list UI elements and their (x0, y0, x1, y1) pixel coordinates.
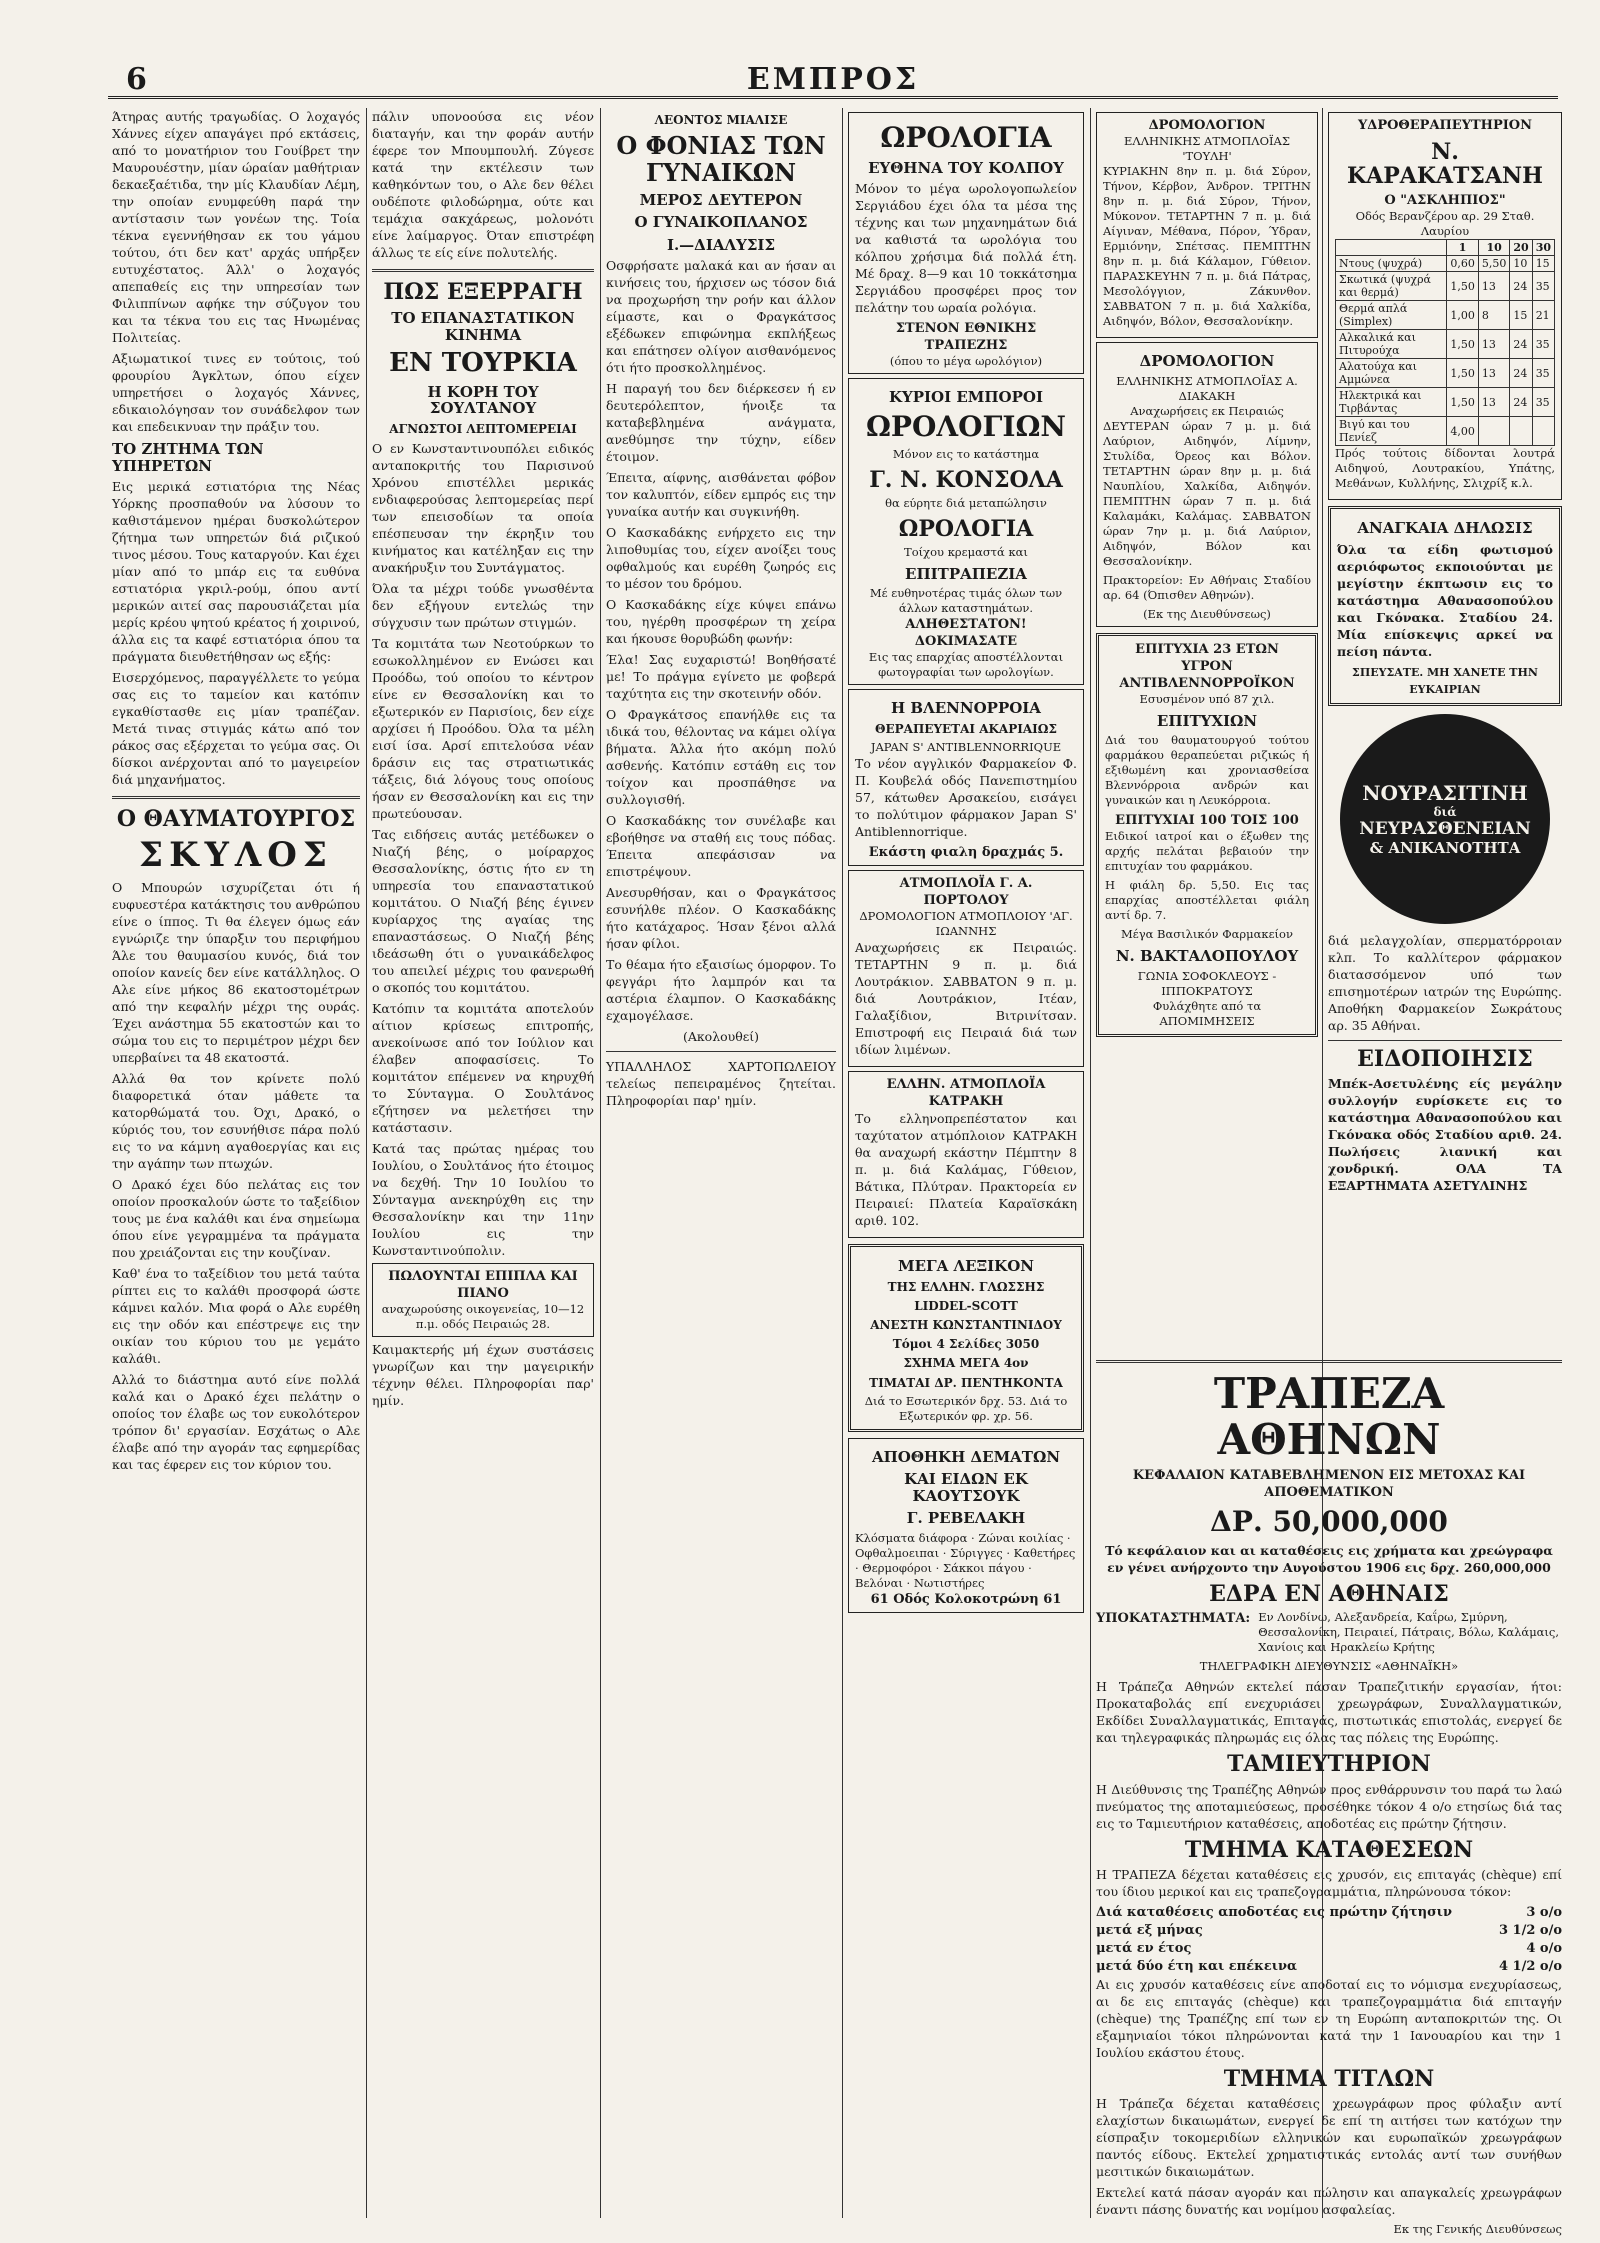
ad-signature: (Εκ της Διευθύνσεως) (1143, 606, 1271, 621)
table-cell: Σκωτικά (ψυχρά και θερμά) (1336, 272, 1447, 301)
ad-title: ΑΠΟΘΗΚΗ ΔΕΜΑΤΩΝ (871, 1447, 1061, 1466)
article-text: Καιμακτερής μή έχων συστάσεις γνωρίζων και την μαγειρικήν τέχνην θέλει. Πληροφορίαι παρ' ημίν. (372, 1341, 594, 1408)
ad-title: Η ΒΛΕΝΝΟΡΡΟΙΑ (891, 699, 1041, 718)
serial-title: Ο ΦΟΝΙΑΣ ΤΩΝ ΓΥΝΑΙΚΩΝ (616, 131, 826, 187)
article-text: Ο Μπουρών ισχυρίζεται ότι ή ευφυεστέρα κατάκτησις του ανθρώπου είνε ο ίππος. Τι θα έλεγεν όμως εάν εγνώριζε την ύπαρξιν του περιφήμου Άλε του θαυμασίου κυνός, διά τον οποίον κανείς δεν είνε κατάλληλος. Ο Αλε είνε μήκος 86 εκατοστομέτρων από την κεφαλήν μέχρι της ουράς. Έχει ανάστημα 55 εκατοστών και το σώμα του εις το περιμέτρον μέχρι δεν υπερβαίνει τα 48 εκατοστά. (112, 879, 360, 1065)
table-cell: 1,50 (1447, 330, 1479, 359)
interest-rate-row (1096, 1922, 1562, 1940)
ad-text: Πρακτορείον: Εν Αθήναις Σταδίου αρ. 64 (Όπισθεν Αθηνών). (1103, 572, 1311, 602)
bank-ad (1096, 1352, 1562, 2236)
bank-text: Η ΤΡΑΠΕΖΑ δέχεται καταθέσεις εις χρυσόν, εις επιταγάς (chèque) επί του ίδιου μερικοί και εις τραπεζογραμμάτια, πληρώνουσα τόκον: (1096, 1866, 1562, 1899)
ad-title: Ν. ΚΑΡΑΚΑΤΣΑΝΗ (1347, 139, 1543, 190)
table-cell: 35 (1532, 359, 1554, 388)
page-number: 6 (126, 62, 147, 97)
table-row (1336, 359, 1555, 388)
table-cell: Αλατούχα και Αμμώνεα (1336, 359, 1447, 388)
ad-subtitle: ΔΡΟΜΟΛΟΓΙΟΝ ΑΤΜΟΠΛΟΙΟΥ 'ΑΓ. ΙΩΑΝΝΗΣ (859, 909, 1073, 939)
table-cell: 5,50 (1478, 256, 1510, 272)
interest-rates (1096, 1904, 1562, 1976)
column-1 (112, 108, 360, 2218)
table-cell: 10 (1510, 256, 1532, 272)
table-cell (1532, 417, 1554, 446)
ad-title: ΚΥΡΙΟΙ ΕΜΠΟΡΟΙ (889, 388, 1043, 407)
article-text: Ο εν Κωνσταντινουπόλει ειδικός ανταποκριτής του Παρισινού Χρόνου επιστέλλει μερικάς ενδιαφερούσας λεπτομερείας περί των επεισοδίων τα οποία επέσπευσαν την έκρηξιν του κινήματος και κατέληξαν εις την ανακήρυξιν του Συντάγματος. (372, 440, 594, 575)
article-text: Άτηρας αυτής τραγωδίας. Ο λοχαγός Χάννες είχεν απαγάγει πρό εκτάσεις, από το μονατήριον του Γουίβρετ την Μαυρουέστην, μίαν ώραίαν μαθήτριαν δεκαεξαέτιδα, την μίς Κλαυδίαν Λέμη, την οποίαν ενυμφεύθη παρά την αντίστασιν των γονέων της. Τοία τέκνα εγεννήθησαν εκ του γάμου τούτου, ότι δεν κατ' αρχάς υπήρξεν ευτυχέστατος. Άλλ' ο λοχαγός απεπαθείς εις την υπηρεσίαν των Φιλιππίνων αφήκε την σύζυγον του και τα τέκνα του εις τας Ηνωμένας Πολιτείας. (112, 109, 360, 345)
rate-label: μετά δύο έτη και επέκεινα (1096, 1958, 1298, 1974)
ad-title: ΑΤΜΟΠΛΟΪΑ Γ. Α. ΠΟΡΤΟΛΟΥ (899, 876, 1033, 909)
ad-text: Μέ ευθηνοτέρας τιμάς όλων των άλλων καταστημάτων. (869, 586, 1063, 616)
ad-text: Εσυσμένον υπό 87 χιλ. (1139, 691, 1275, 706)
rate-label: μετά εξ μήνας (1096, 1922, 1203, 1938)
table-row (1336, 388, 1555, 417)
table-cell: Βιγύ και του Πενίεζ (1336, 417, 1447, 446)
table-row (1336, 330, 1555, 359)
article-text: Έπειτα, αίφνης, αισθάνεται φόβον τον καλυπτόν, είδεν εμπρός εις την γυναίκα αυτήν και συγκινήθη. (606, 470, 836, 520)
masthead-title: ΕΜΠΡΟΣ (746, 62, 920, 97)
article-text: Ο Κασκαδάκης είχε κύψει επάνω του, ηγέρθη προσφέρων τη χείρα και ήκουσε θορυβώδη φωνήν: (606, 597, 836, 647)
table-header-cell (1336, 240, 1447, 256)
serial-part: ΜΕΡΟΣ ΔΕΥΤΕΡΟΝ (639, 190, 803, 209)
bank-text: Η Τράπεζα Αθηνών εκτελεί πάσαν Τραπεζιτικήν εργασίαν, ήτοι: Προκαταβολάς επί ενεχυριάσει χρεωγράφων, Συναλλαγματικών, Εκδίδει Συναλλαγματικάς, Επιταγάς, πιστωτικάς επιστολάς, ενεργεί δε και τηλεγραφικάς πληρωμάς εις όλας τας πόλεις της Ευρώπης. (1096, 1679, 1562, 1746)
shipping-ad-diakaki (1096, 342, 1318, 627)
table-row (1336, 272, 1555, 301)
bank-text: Εκτελεί κατά πάσαν αγοράν και πώλησιν και απαγκαλείς χρεωγράφων έναντι πάσης δυνατής και νομίμου ασφαλείας. (1096, 2184, 1562, 2217)
ad-slogan: ΣΠΕΥΣΑΤΕ. ΜΗ ΧΑΝΕΤΕ ΤΗΝ ΕΥΚΑΙΡΙΑΝ (1352, 665, 1538, 696)
ad-text: ΔΕΥΤΕΡΑΝ ώραν 7 μ. μ. διά Λαύριον, Αιδηψόν, Λίμνην, Στυλίδα, Όρεος και Βόλον. ΤΕΤΑΡΤΗΝ ώραν 8ην μ. μ. διά Ναυπλίου, Χαλκίδα, Αιδηψόν. ΠΕΜΠΤΗΝ ώραν 7 π. μ. διά Καλαμάκι, Καλάμας. ΣΑΒΒΑΤΟΝ ώραν 7ην μ. μ. διά Λαύριον, Αιδηψόν, Βόλον και Θεσσαλονίκην. (1103, 418, 1311, 568)
ad-product: JAPAN S' ANTIBLENNORRIQUE (870, 740, 1062, 755)
lighting-ad (1328, 506, 1562, 706)
article-text: Κατά τας πρώτας ημέρας του Ιουλίου, ο Σουλτάνος ήτο έτοιμος να δεχθή. Την 10 Ιουλίου το Σύνταγμα ανεκηρύχθη εις την Θεσσαλονίκην και την 11ην Ιουλίου εις την Κωνσταντινούπολιν. (372, 1140, 594, 1258)
ad-text: διά μελαγχολίαν, σπερματόρροιαν κλπ. Το καλλίτερον φάρμακον διατασσόμενον υπό των επισημοτέρων ιατρών της Ευρώπης. Αποθήκη Φαρμακείον Σωκράτους αρ. 35 Αθήναι. (1328, 932, 1562, 1033)
ad-address: ΓΩΝΙΑ ΣΟΦΟΚΛΕΟΥΣ - ΙΠΠΟΚΡΑΤΟΥΣ (1137, 968, 1277, 998)
chapter-title: Ι.—ΔΙΑΛΥΣΙΣ (666, 235, 776, 254)
article-heading: ΑΓΝΩΣΤΟΙ ΛΕΠΤΟΜΕΡΕΙΑΙ (389, 421, 577, 436)
article-text: Ο Κασκαδάκης ενήρχετο εις την λιποθυμίας του, είχεν ανοίξει τους οφθαλμούς και ευρέθη ζωηρός εις το μέσον του δρόμου. (606, 525, 836, 592)
interest-rate-row (1096, 1958, 1562, 1976)
table-cell: 15 (1532, 256, 1554, 272)
table-cell: 0,60 (1447, 256, 1479, 272)
table-header-cell: 10 (1478, 240, 1510, 256)
ad-text: Πρός τούτοις δίδονται λουτρά Αιδηψού, Λουτρακίου, Υπάτης, Μεθάνων, Κυλλήνης, Σλιχρίξ κ.λ. (1335, 446, 1555, 491)
hydrotherapy-ad (1328, 112, 1562, 500)
article-text: Ο Φραγκάτσος επανήλθε εις τα ιδικά του, θέλοντας να κάμει ολίγα βήματα. Άλλα ήτο ακόμη πολύ ασθενής. Κατόπιν εστάθη εις τον τοίχον και προσπάθησε να συλλογισθή. (606, 707, 836, 808)
pharmacy-ad-vaktalopoulou (1096, 633, 1318, 1037)
article-text: Τα κομιτάτα των Νεοτούρκων το εσωκολλημένον εν Ενώσει και Προόδω, τού οποίου το κέντρον είνε εν Θεσσαλονίκη και το εξωτερικόν εν Παρισίοις, δεν είχε αρχίσει ή Προόδου. Όλα τα μέλη εισί ίσα. Αρσί επιτελούσα νέαν δράσιν εις τας στρατιωτικάς τάξεις, διά λόγους τους οποίους ήσαν εν Θεσσαλονίκη και εις την πρωτεύουσαν. (372, 635, 594, 821)
article-text: Αλλά το διάστημα αυτό είνε πολλά καλά και ο Δρακό έχει πελάτην ο οποίος τον έλαβε ως τον ευκολότερον τρόπον δι' εργασίαν. Εσχάτως ο Αλε έλαβε από την αγοράν τας εφημερίδας και τας έφερεν εις τον κύριον του. (112, 1371, 360, 1472)
bank-hq: ΕΔΡΑ ΕΝ ΑΘΗΝΑΙΣ (1209, 1581, 1449, 1608)
table-cell: 35 (1532, 272, 1554, 301)
article-heading: Ο ΘΑΥΜΑΤΟΥΡΓΟΣ (116, 806, 356, 832)
table-cell: Αλκαλικά και Πιτυρούχα (1336, 330, 1447, 359)
rate-label: Διά καταθέσεις αποδοτέας εις πρώτην ζήτησιν (1096, 1904, 1452, 1920)
ad-subtitle: LIDDEL-SCOTT (914, 1298, 1018, 1313)
ad-detail: ΣΧΗΜΑ ΜΕΓΑ 4ον (903, 1356, 1029, 1371)
table-cell: 15 (1510, 301, 1532, 330)
column-3 (606, 108, 836, 2218)
ad-title: ΥΔΡΟΘΕΡΑΠΕΥΤΗΡΙΟΝ (1357, 118, 1533, 133)
ad-text: Αναχωρήσεις εκ Πειραιώς. ΤΕΤΑΡΤΗΝ 9 π. μ. διά Λουτράκιον. ΣΑΒΒΑΤΟΝ 9 π. μ. διά Λουτράκιον, Ιτέαν, Γαλαξίδιον, Βιτρινίτσαν. Επιστροφή εις Πειραιά διά των ιδίων λιμένων. (855, 940, 1077, 1058)
ad-product: ΝΟΥΡΑΣΙΤΙΝΗ (1362, 780, 1528, 805)
table-cell: 35 (1532, 388, 1554, 417)
ad-title: ΕΛΛΗΝ. ΑΤΜΟΠΛΟΪΑ ΚΑΤΡΑΚΗ (886, 1077, 1046, 1110)
ad-address: 61 Οδός Κολοκοτρώνη 61 (870, 1591, 1062, 1607)
ad-text: Τοίχου κρεμαστά και (904, 544, 1028, 559)
pharmacy-ad (848, 689, 1084, 866)
bank-capital: ΔΡ. 50,000,000 (1210, 1505, 1448, 1539)
ad-title: ΕΠΙΤΥΧΙΩΝ (1156, 711, 1258, 730)
table-header-cell: 1 (1447, 240, 1479, 256)
table-cell: 8 (1478, 301, 1510, 330)
rate-value: 3 ο/ο (1526, 1904, 1562, 1920)
article-text: Αξιωματικοί τινες εν τούτοις, τού φρουρίου Άγκλτων, όπου είχεν υπηρετήσει ο λοχαγός Χάννες, εδικαιολόγησαν τον συνάδελφον των και επεδεικνυαν την πράξιν του. (112, 351, 360, 434)
ad-merchant: Ν. ΒΑΚΤΑΛΟΠΟΥΛΟΥ (1115, 947, 1299, 965)
ad-title: ΔΡΟΜΟΛΟΓΙΟΝ (1139, 352, 1275, 370)
ad-title: ΘΕΡΑΠΕΥΕΤΑΙ ΑΚΑΡΙΑΙΩΣ (875, 721, 1057, 736)
ad-text: Κλόσματα διάφορα · Ζώναι κοιλίας · Οφθαλμοειπαι · Σύριγγες · Καθετήρες · Θερμοφόροι · Σάκκοι πάγου · Βελόναι · Νωτιστήρες (855, 1530, 1076, 1590)
watch-ad (848, 112, 1084, 374)
ad-text: Μπέκ-Ασετυλένης είς μεγάλην συλλογήν ευρίσκετε εις το κατάστημα Αθανασοπούλου και Γκόνακα οδός Σταδίου αριθ. 24. Πωλήσεις λιανική και χονδρική. ΟΛΑ ΤΑ ΕΞΑΡΤΗΜΑΤΑ ΑΣΕΤΥΛΙΝΗΣ (1328, 1076, 1562, 1194)
ad-text: & ΑΝΙΚΑΝΟΤΗΤΑ (1369, 838, 1521, 857)
article-text: Η παραγή του δεν διέρκεσεν ή εν δευτερόλεπτον, ήνοιξε τα καταβεβλημένα ανάγματα, ανεθύμησε την τύχην, είδεν έτοιμον. (606, 381, 836, 465)
table-cell: 1,50 (1447, 272, 1479, 301)
bank-branches-label: ΥΠΟΚΑΤΑΣΤΗΜΑΤΑ: (1096, 1611, 1251, 1627)
table-cell: 24 (1510, 388, 1532, 417)
table-cell: 24 (1510, 330, 1532, 359)
bank-signature: Εκ της Γενικής Διευθύνσεως (1393, 2221, 1562, 2236)
interest-rate-row (1096, 1940, 1562, 1958)
bank-section-savings: ΤΑΜΙΕΥΤΗΡΙΟΝ (1227, 1751, 1431, 1778)
ad-title: ΩΡΟΛΟΓΙΑ (880, 121, 1052, 154)
ad-title: ΥΓΡΟΝ ΑΝΤΙΒΛΕΝΝΟΡΡΟΪΚΟΝ (1119, 658, 1295, 691)
ad-subtitle: ΕΛΛΗΝΙΚΗΣ ΑΤΜΟΠΛΟΪΑΣ Α. ΔΙΑΚΑΚΗ (1116, 373, 1298, 403)
article-text: Κατόπιν τα κομιτάτα αποτελούν αίτιον κρίσεως επιτροπής, ανεκοίνωσε από τον Ιούλιον και έλαβεν αποφασίσεις. Το κομιτάτον επέμενεν να κηρυχθή το Σύνταγμα. Ο Σουλτάνος εζήτησεν να μελετήσει την κατάστασιν. (372, 1000, 594, 1135)
table-cell: 24 (1510, 272, 1532, 301)
ad-text: Διά το Εσωτερικόν δρχ. 53. Διά το Εξωτερικόν φρ. χρ. 56. (864, 1393, 1068, 1423)
article-text: Οσφρήσατε μαλακά και αν ήσαν αι κινήσεις του, ήρχισεν ως τόσον διά να προχωρήση την ροήν και άλλον είμαστε, και ο Φραγκάτσος εξέδωκεν επιφώνημα εκπλήξεως και επάτησεν ολίγον αισθανόμενος ότι ήτο προσκολλημένος. (606, 258, 836, 376)
ad-text: ΚΥΡΙΑΚΗΝ 8ην π. μ. διά Σύρον, Τήνον, Κέρβον, Άνδρον. ΤΡΙΤΗΝ 8ην π. μ. διά Σύρον, Τήνον, Μύκονον. ΤΕΤΑΡΤΗΝ 7 π. μ. διά Αίγιναν, Μέθανα, Πόρον, Ύδραν, Ερμιόνην, Σπέτσας. ΠΕΜΠΤΗΝ 8ην π. μ. διά Κάλαμον, Γύθειον. ΠΑΡΑΣΚΕΥΗΝ 7 π. μ. διά Πάτρας, Μεσολόγγιον, Ζάκυνθον. ΣΑΒΒΑΤΟΝ 7 π. μ. διά Χαλκίδα, Αιδηψόν, Βόλον, Θεσσαλονίκην. (1103, 164, 1311, 328)
rate-label: μετά εν έτος (1096, 1940, 1192, 1956)
ad-text: θα εύρητε διά μεταπώλησιν (885, 495, 1047, 510)
ad-merchant: Γ. ΡΕΒΕΛΑΚΗ (906, 1509, 1026, 1528)
watch-merchant-ad (848, 378, 1084, 685)
article-text: Όλα τα μέχρι τούδε γνωσθέντα δεν εξήγουν εντελώς την σύγχυσιν των πρώτων στιγμών. (372, 580, 594, 630)
ad-title: ΩΡΟΛΟΓΙΩΝ (866, 409, 1066, 443)
ad-author: ΑΝΕΣΤΗ ΚΩΝΣΤΑΝΤΙΝΙΔΟΥ (870, 1318, 1062, 1333)
ad-text: Μόνον εις το κατάστημα (892, 446, 1040, 461)
ad-title: ΔΡΟΜΟΛΟΓΙΟΝ (1148, 118, 1266, 133)
page-header (108, 62, 1558, 99)
article-text: Καθ' ένα το ταξείδιον του μετά ταύτα ρίπτει εις το καλάθι προσφορά ώστε κάμνει καλόν. Μια φορά ο Αλε ευρέθη εις την οδόν και επέστρεψε εις την οικίαν του κύριου του με γεμάτο καλάθι. (112, 1265, 360, 1366)
bank-text: Η Διεύθυνσις της Τραπέζης Αθηνών προς ενθάρρυνσιν του παρά τω λαώ πνεύματος της αποταμιεύσεως, προσέθηκε τόκον 4 ο/ο ετησίως διά τας εις το Ταμιευτήριον καταθέσεις, αποδοτέας εις πρώτην ζήτησιν. (1096, 1781, 1562, 1831)
ad-address: ΣΤΕΝΟΝ ΕΘΝΙΚΗΣ ΤΡΑΠΕΖΗΣ (895, 321, 1037, 354)
ad-text: Το ελληνοπρεπέστατον και ταχύτατον ατμόπλοιον ΚΑΤΡΑΚΗ θα αναχωρή εκάστην Πέμπτην 8 π. μ. διά Καλάμας, Γύθειον, Βάτικα, Πλύτραν. Πρακτορεία εν Πειραιεί: Πλατεία Καραϊσκάκη αριθ. 102. (855, 1111, 1077, 1229)
ad-title: ΠΩΛΟΥΝΤΑΙ ΕΠΙΠΛΑ ΚΑΙ ΠΙΑΝΟ (388, 1268, 578, 1301)
column-2 (372, 108, 594, 2218)
ad-text: Όλα τα είδη φωτισμού αεριόφωτος εκποιούνται με μεγίστην έκπτωσιν εις το κατάστημα Αθανασοπούλου και Γκόνακα. Σταδίου 24. Μία επίσκεψις αρκεί να πείση πάντα. (1337, 541, 1553, 659)
classified-ad (372, 1263, 594, 1337)
shipping-ad-touli (1096, 112, 1318, 338)
article-heading: ΣΚΥΛΟΣ (139, 835, 333, 876)
ad-note: (όπου το μέγα ωρολόγιον) (889, 354, 1043, 369)
ad-title: ΜΕΓΑ ΛΕΞΙΚΟΝ (897, 1257, 1034, 1276)
table-cell (1478, 417, 1510, 446)
ad-text: Η φιάλη δρ. 5,50. Εις τας επαρχίας αποστέλλεται φιάλη αντί δρ. 7. (1105, 878, 1309, 922)
ad-product: ΕΠΙΤΡΑΠΕΖΙΑ (905, 564, 1027, 583)
article-heading: ΤΟ ΕΠΑΝΑΣΤΑΤΙΚΟΝ ΚΙΝΗΜΑ (391, 309, 575, 344)
ad-slogan: ΕΠΙΤΥΧΙΑΙ 100 ΤΟΙΣ 100 (1115, 813, 1299, 828)
ad-subtitle: Ο "ΑΣΚΛΗΠΙΟΣ" (1384, 193, 1506, 209)
author-name: ΛΕΟΝΤΟΣ ΜΙΑΛΙΣΕ (654, 113, 788, 127)
table-cell: 1,50 (1447, 388, 1479, 417)
column-6 (1328, 108, 1562, 1348)
rate-value: 3 1/2 ο/ο (1498, 1922, 1562, 1938)
article-heading: ΠΩΣ ΕΞΕΡΡΑΓΗ (383, 279, 583, 305)
ad-subtitle: ΤΗΣ ΕΛΛΗΝ. ΓΛΩΣΣΗΣ (887, 1279, 1045, 1294)
table-cell: Ντους (ψυχρά) (1336, 256, 1447, 272)
ad-title: ΚΑΙ ΕΙΔΩΝ ΕΚ ΚΑΟΥΤΣΟΥΚ (904, 1470, 1028, 1505)
ad-title: ΕΙΔΟΠΟΙΗΣΙΣ (1357, 1045, 1533, 1072)
table-cell: Θερμά απλά (Simplex) (1336, 301, 1447, 330)
bank-deposits: Τό κεφάλαιον και αι καταθέσεις εις χρήματα και χρεώγραφα εν γένει ανήρχοντο την Αυγούστου 1906 εις δρχ. 260,000,000 (1105, 1543, 1553, 1576)
shipping-ad-portolou (848, 870, 1084, 1067)
article-text: Το θέαμα ήτο εξαισίως όμορφον. Το φεγγάρι ήτο λαμπρόν και τα αστέρια έλαμπον. Ο Κασκαδάκης εχαμογέλασε. (606, 957, 836, 1024)
ad-warning: Φυλάχθητε από τα ΑΠΟΜΙΜΗΣΕΙΣ (1152, 998, 1262, 1028)
table-row (1336, 417, 1555, 446)
bank-text: Η Τράπεζα δέχεται καταθέσεις χρεωγράφων προς φύλαξιν αντί ελαχίστων δικαιωμάτων, ενεργεί δε επί τη αιτήσει των κατόχων την είσπραξιν τοκομεριδίων ελληνικών και ευρωπαϊκών χρεωγράφων παντός είδους. Εκτελεί χρηματιστικάς εντολάς αντί των συνήθων μεσιτικών δικαιωμάτων. (1096, 2095, 1562, 2179)
article-heading: ΕΝ ΤΟΥΡΚΙΑ (389, 348, 577, 379)
table-cell: 13 (1478, 359, 1510, 388)
article-text: Εις μερικά εστιατόρια της Νέας Υόρκης προσπαθούν να λύσουν το καθιστάμενον ημέραι δυσκολώτερον ζήτημα των υπηρετών διά ριζικού τινος μέσου. Τους καταργούν. Και έχει μίαν από το μπάρ εις τα ευθύνα εστιατόρια γκριλ-ρούμ, όπου αντί μερικών αιτεί σας παρουσιάζεται μία μερίς κρέου ψητού κρέατος ή χοιρινού, άλλα εις τα καφέ εστιατόρια όπου τα πράγματα διευθετήθησαν ως εξής: (112, 479, 360, 664)
column-5 (1096, 108, 1318, 1348)
interest-rate-row (1096, 1904, 1562, 1922)
ad-text: Διά του θαυματουργού τούτου φαρμάκου θεραπεύεται ριζικώς ή εξιθωμένη και χρονιασθείσα Βλεννόρροια ανδρών και γυναικών και η Λευκόρροια. (1105, 733, 1309, 807)
table-cell: 35 (1532, 330, 1554, 359)
ad-text: Εις τας επαρχίας αποστέλλονται φωτογραφίαι των ωρολογίων. (868, 650, 1064, 680)
article-text: Αλλά θα τον κρίνετε πολύ διαφορετικά όταν μάθετε τα κατορθώματά του. Όχι, Δρακό, ο κύριός του, τον εσυνήθισε πάρα πολύ εις το να κάμνη αγαθοεργίας και εις την αγάπην των πτωχών. (112, 1070, 360, 1171)
article-heading: ΤΟ ΖΗΤΗΜΑ ΤΩΝ ΥΠΗΡΕΤΩΝ (112, 440, 264, 475)
table-row (1336, 301, 1555, 330)
ad-address: Οδός Βερανζέρου αρ. 29 Σταθ. Λαυρίου (1355, 209, 1535, 239)
table-cell: 13 (1478, 388, 1510, 417)
article-heading: Η ΚΟΡΗ ΤΟΥ ΣΟΥΛΤΑΝΟΥ (427, 382, 539, 418)
bank-section-deposits: ΤΜΗΜΑ ΚΑΤΑΘΕΣΕΩΝ (1184, 1836, 1474, 1863)
article-text: Ανεσυρθήσαν, και ο Φραγκάτσος εσυνήλθε πλέον. Ο Κασκαδάκης ήτο κατάχαρος. Ήσαν ξένοι αλλά ήσαν φίλοι. (606, 885, 836, 952)
article-text: Εισερχόμενος, παραγγέλλετε το γεύμα σας εις το ταμείον και κατόπιν εγκαθίστασθε εις μίαν τραπέζαν. Μετά τινας στιγμάς κάτω από τον ράκος σας εξέρχεται το γεύμα σας. Οι δίσκοι ανέρχονται από το μαγειρείον διά μηχανήματος. (112, 670, 360, 787)
ad-merchant: Γ. Ν. ΚΟΝΣΟΛΑ (869, 466, 1063, 493)
shipping-ad-katraki (848, 1071, 1084, 1238)
table-cell (1510, 417, 1532, 446)
table-cell: 4,00 (1447, 417, 1479, 446)
table-cell: 1,00 (1447, 301, 1479, 330)
table-cell: Ηλεκτρικά και Τιρβάντας (1336, 388, 1447, 417)
table-cell: 24 (1510, 359, 1532, 388)
article-text: Τας ειδήσεις αυτάς μετέδωκεν ο Νιαζή βέης, ο μοίραρχος Θεσσαλονίκης, όστις ήτο εν τη υπηρεσία του επαναστατικού κομιτάτου. Ο Νιαζή βέης έγινεν κυρίαρχος της αγαίας της επαναστάσεως. Ο Νιαζή βέης ιδεάσωθη ότι ο γυναικάδελφος του απειλεί μέχρις του φανερωθή ο σκοπός του κομιτάτου. (372, 826, 594, 995)
bank-telegraph: ΤΗΛΕΓΡΑΦΙΚΗ ΔΙΕΥΘΥΝΣΙΣ «ΑΘΗΝΑΪΚΗ» (1199, 1659, 1459, 1674)
ad-text: Μόνον το μέγα ωρολογοπωλείον Σεργιάδου έχει όλα τα μέσα της τέχνης και των μηχανημάτων διά να καθιστά τα ωρολόγια του κόλπου χρήσιμα διά πολλά έτη. Μέ δραχ. 8—9 και 10 τοκκάτσημα Σεργιάδου προσφέρει προς τον πελάτην του ωραία ρολόγια. (855, 181, 1077, 316)
bank-branches: Εν Λονδίνω, Αλεξανδρεία, Καΐρω, Σμύρνη, Θεσσαλονίκη, Πειραιεί, Πάτραις, Βόλω, Καλάμαις, Χανίοις και Ηρακλείω Κρήτης (1258, 1610, 1560, 1655)
ad-text: ΝΕΥΡΑΣΘΕΝΕΙΑΝ (1359, 818, 1531, 839)
ad-text: Μέγα Βασιλικόν Φαρμακείον (1121, 927, 1293, 941)
bank-text: Αι εις χρυσόν καταθέσεις είνε αποδοταί εις το νόμισμα ενεχυρίασεως, αι δε εις επιταγάς (chèque) και τραπεζογραμμάτια διά επιταγήν (chèque) της Τραπέζης επί των εν τη Ευρώπη ανταποκριτών της. Οι εξαμηνιαίοι τόκοι πληρώνονται κατά την 1 Ιανουαρίου και την 1 Ιουλίου εκάστου έτους. (1096, 1976, 1562, 2060)
ad-price: ΤΙΜΑΤΑΙ ΔΡ. ΠΕΝΤΗΚΟΝΤΑ (869, 1375, 1063, 1390)
bank-section-securities: ΤΜΗΜΑ ΤΙΤΛΩΝ (1223, 2065, 1435, 2092)
continued-note: (Ακολουθεί) (682, 1029, 760, 1045)
article-text: Ο Δρακό έχει δύο πελάτας εις τον οποίον προσκαλούν ώστε το ταξείδιον τους με ένα καλάθι και ένα σημείωμα όπου είνε γεγραμμένα τα πράγματα που χρειάζονται εις την κουζίναν. (112, 1176, 360, 1260)
ad-slogan: ΑΛΗΘΕΣΤΑΤΟΝ! ΔΟΚΙΜΑΣΑΤΕ (905, 617, 1027, 650)
table-row (1336, 256, 1555, 272)
ad-detail: Τόμοι 4 Σελίδες 3050 (892, 1337, 1040, 1352)
ad-product: ΩΡΟΛΟΓΙΑ (898, 515, 1034, 542)
rubber-goods-ad (848, 1438, 1084, 1613)
serial-subtitle: Ο ΓΥΝΑΙΚΟΠΛΑΝΟΣ (634, 213, 808, 232)
price-table (1335, 239, 1555, 446)
article-text: Έλα! Σας ευχαριστώ! Βοηθήσατέ με! Το πράγμα εγίνετο με φοβερά ταχύτητα εις την σκοτεινήν οδόν. (606, 652, 836, 702)
article-text: Ο Κασκαδάκης τον συνέλαβε και εβοήθησε να σταθή εις τους πόδας. Έπειτα απεφάσισαν να επιστρέψουν. (606, 813, 836, 880)
ad-text: διά (1433, 804, 1457, 819)
ad-title: ΑΝΑΓΚΑΙΑ ΔΗΛΩΣΙΣ (1357, 519, 1533, 538)
table-header-cell: 30 (1532, 240, 1554, 256)
table-cell: 1,50 (1447, 359, 1479, 388)
ad-title: ΕΠΙΤΥΧΙΑ 23 ΕΤΩΝ (1135, 641, 1279, 657)
ad-subtitle: ΕΛΛΗΝΙΚΗΣ ΑΤΜΟΠΛΟΪΑΣ 'ΤΟΥΛΗ' (1124, 134, 1290, 163)
bank-subtitle: ΚΕΦΑΛΑΙΟΝ ΚΑΤΑΒΕΒΛΗΜΕΝΟΝ ΕΙΣ ΜΕΤΟΧΑΣ ΚΑΙ ΑΠΟΘΕΜΑΤΙΚΟΝ (1132, 1468, 1526, 1501)
table-cell: 21 (1532, 301, 1554, 330)
bank-title: ΤΡΑΠΕΖΑ ΑΘΗΝΩΝ (1213, 1369, 1445, 1465)
nourasitini-ad-roundel (1340, 714, 1550, 924)
table-cell: 13 (1478, 272, 1510, 301)
ad-text: Ειδικοί ιατροί και ο έξωθεν της αρχής πελάται βεβαιούν την επιτυχίαν του φαρμάκου. (1105, 829, 1309, 873)
dictionary-ad (848, 1244, 1084, 1432)
table-cell: 13 (1478, 330, 1510, 359)
table-header-cell: 20 (1510, 240, 1532, 256)
rate-value: 4 1/2 ο/ο (1498, 1958, 1562, 1974)
classified-ad: ΥΠΑΛΛΗΛΟΣ ΧΑΡΤΟΠΩΛΕΙΟΥ τελείως πεπειραμένος ζητείται. Πληροφορίαι παρ' ημίν. (606, 1059, 836, 1109)
ad-subtitle: ΕΥΘΗΝΑ ΤΟΥ ΚΟΛΠΟΥ (868, 158, 1064, 177)
ad-price: Εκάστη φιαλη δραχμάς 5. (868, 845, 1064, 861)
ad-text: αναχωρούσης οικογενείας, 10—12 π.μ. οδός Πειραιώς 28. (381, 1301, 585, 1331)
ad-text: Το νέον αγγλικόν Φαρμακείον Φ. Π. Κουβελά οδός Πανεπιστημίου 57, κάτωθεν Αρσακείου, εισάγει το πολύτιμον φάρμακον Japan S' Antiblennorrique. (855, 756, 1077, 840)
ad-text: Αναχωρήσεις εκ Πειραιώς (1130, 403, 1284, 418)
column-4 (848, 108, 1084, 2218)
article-text: πάλιν υπονοούσα εις νέον διαταγήν, και την φοράν αυτήν έφερε τον Μπουμπουλή. Ζύγεσε κατά την εκτέλεσιν των καθηκόντων του, ο Αλε δεν θέλει ουδέποτε φιλοδώρημα, ούτε και τεμάχια σακχάρεως, μολονότι είνε λαίμαργος. Όταν επιστρέφη άλλως τε είς είνε πολυτελής. (372, 109, 594, 260)
rate-value: 4 ο/ο (1526, 1940, 1562, 1956)
